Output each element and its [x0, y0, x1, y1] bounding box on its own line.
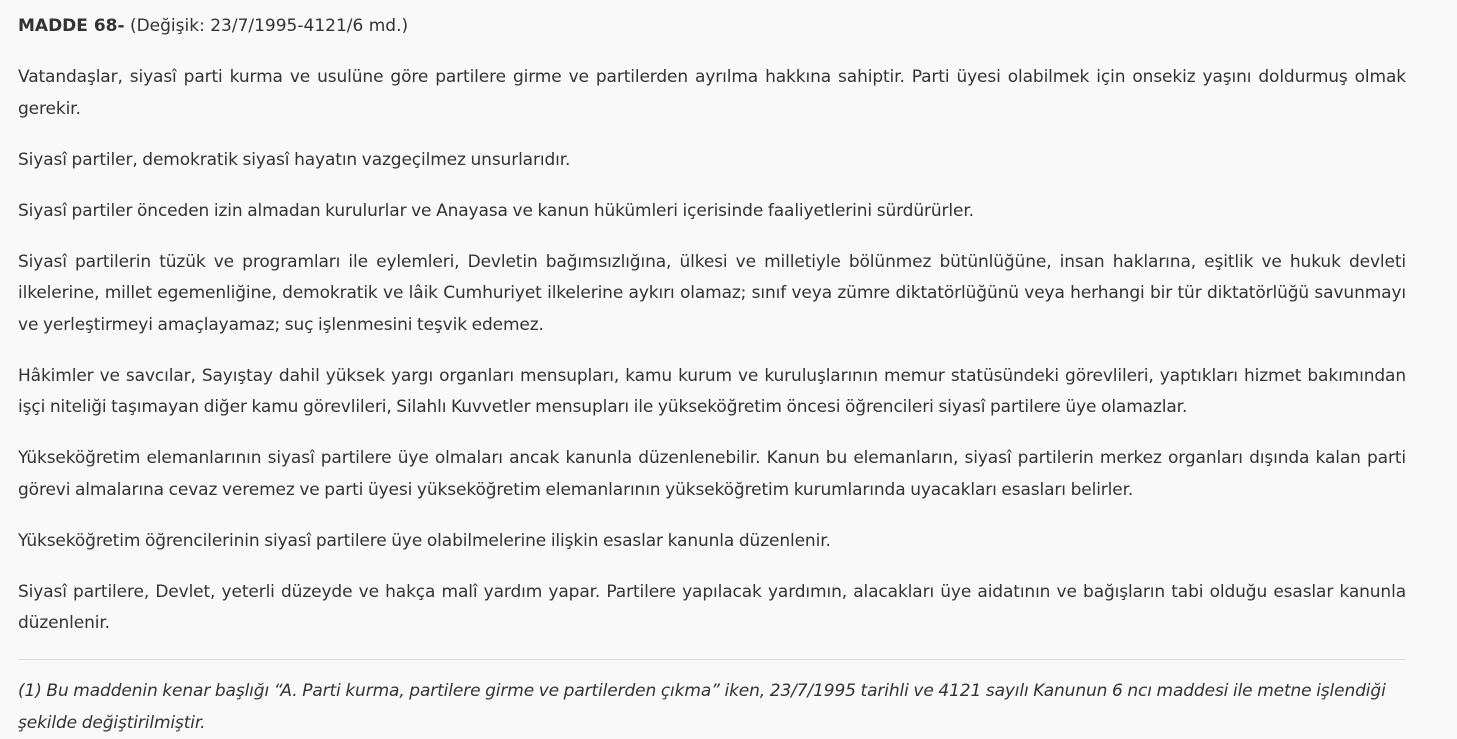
footnote: (1) Bu maddenin kenar başlığı “A. Parti kurma, partilere girme ve partilerden çıkma” iken, 23/7/1995 tarihli ve 4121 sayılı Kanunun 6 ncı maddesi ile metne işlendiği şekilde değiştirilmiştir.: [18, 681, 1386, 733]
article-heading: [18, 14, 1406, 38]
amendment-note: (Değişik: 23/7/1995-4121/6 md.): [129, 16, 409, 36]
article-body: [18, 0, 1406, 739]
paragraph-3: Siyasî partiler önceden izin almadan kurulurlar ve Anayasa ve kanun hükümleri içerisinde faaliyetlerini sürdürürler.: [18, 200, 974, 221]
paragraph-1: Vatandaşlar, siyasî parti kurma ve usulüne göre partilere girme ve partilerden ayrılma hakkına sahiptir. Parti üyesi olabilmek için onsekiz yaşını doldurmuş olmak gerekir.: [18, 67, 1406, 119]
paragraph-4: Siyasî partilerin tüzük ve programları ile eylemleri, Devletin bağımsızlığına, ülkesi ve milletiyle bölünmez bütünlüğüne, insan haklarına, eşitlik ve hukuk devleti ilkelerine, millet egemenliğine, demokratik ve lâik Cumhuriyet ilkelerine aykırı olamaz; sınıf veya zümre diktatörlüğünü veya herhangi bir tür diktatörlüğü savunmayı ve yerleştirmeyi amaçlayamaz; suç işlenmesini teşvik edemez.: [18, 251, 1406, 335]
paragraph-2: Siyasî partiler, demokratik siyasî hayatın vazgeçilmez unsurlarıdır.: [18, 149, 571, 170]
paragraph-6: Yükseköğretim elemanlarının siyasî partilere üye olmaları ancak kanunla düzenlenebilir. Kanun bu elemanların, siyasî partilerin merkez organları dışında kalan parti görevi almalarına cevaz veremez ve parti üyesi yükseköğretim elemanlarının yükseköğretim kurumlarında uyacakları esasları belirler.: [18, 448, 1406, 500]
paragraph-7: Yükseköğretim öğrencilerinin siyasî partilere üye olabilmelerine ilişkin esaslar kanunla düzenlenir.: [18, 530, 831, 551]
paragraph-5: Hâkimler ve savcılar, Sayıştay dahil yüksek yargı organları mensupları, kamu kurum ve kuruluşlarının memur statüsündeki görevlileri, yaptıkları hizmet bakımından işçi niteliği taşımayan diğer kamu görevlileri, Silahlı Kuvvetler mensupları ile yükseköğretim öncesi öğrencileri siyasî partilere üye olamazlar.: [18, 365, 1406, 417]
footnote-divider: [18, 659, 1406, 660]
paragraph-8: Siyasî partilere, Devlet, yeterli düzeyde ve hakça malî yardım yapar. Partilere yapılacak yardımın, alacakları üye aidatının ve bağışların tabi olduğu esaslar kanunla düzenlenir.: [18, 581, 1406, 633]
article-number: MADDE 68-: [18, 16, 125, 36]
